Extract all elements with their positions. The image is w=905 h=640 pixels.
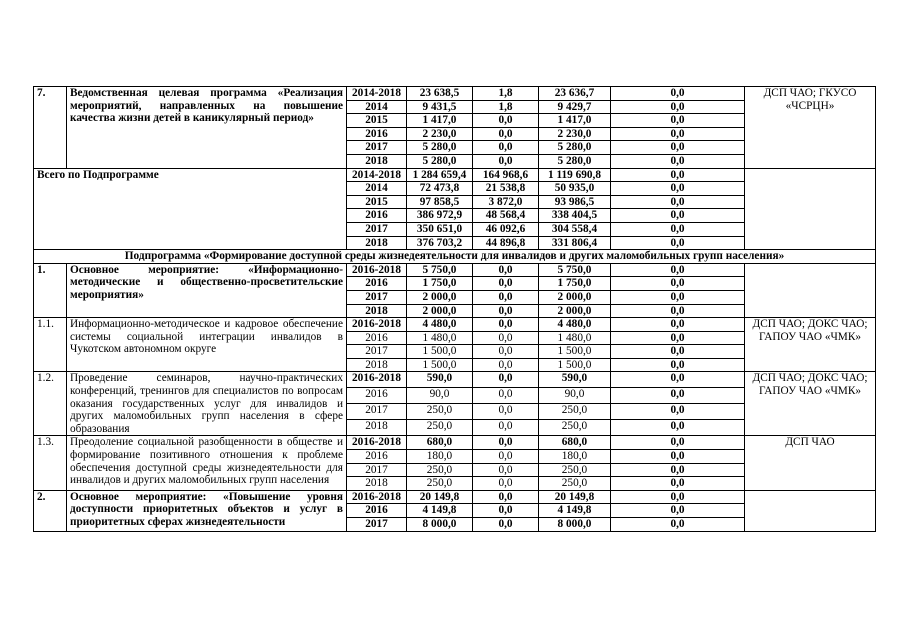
budget-table: [33, 86, 876, 532]
other-cell: 0,0: [611, 463, 745, 477]
other-cell: 0,0: [611, 141, 745, 155]
row-name: Проведение семинаров, научно-практических конференций, тренингов для специалистов по вопросам оказания государственных услуг для инвалидов и других маломобильных групп населения в сфере образования: [67, 372, 347, 436]
federal-cell: 0,0: [473, 141, 539, 155]
total-cell: 2 000,0: [407, 304, 473, 318]
total-cell: 1 750,0: [407, 277, 473, 291]
year-cell: 2014-2018: [347, 168, 407, 182]
row-name: Основное мероприятие: «Информационно-методические и общественно-просветительские мероприятия»: [67, 263, 347, 317]
total-cell: 350 651,0: [407, 222, 473, 236]
other-cell: 0,0: [611, 290, 745, 304]
year-cell: 2017: [347, 463, 407, 477]
federal-cell: 0,0: [473, 114, 539, 128]
other-cell: 0,0: [611, 345, 745, 359]
regional-cell: 1 417,0: [539, 114, 611, 128]
year-cell: 2015: [347, 195, 407, 209]
row-name: Основное мероприятие: «Повышение уровня доступности приоритетных объектов и услуг в приоритетных сферах жизнедеятельности: [67, 490, 347, 531]
other-cell: 0,0: [611, 450, 745, 464]
total-cell: 680,0: [407, 436, 473, 450]
other-cell: 0,0: [611, 318, 745, 332]
total-cell: 90,0: [407, 388, 473, 404]
federal-cell: 48 568,4: [473, 209, 539, 223]
federal-cell: 21 538,8: [473, 182, 539, 196]
regional-cell: 680,0: [539, 436, 611, 450]
table-row: [34, 263, 876, 277]
executor-cell: [745, 168, 876, 250]
year-cell: 2015: [347, 114, 407, 128]
regional-cell: 5 280,0: [539, 154, 611, 168]
executor-cell: [745, 490, 876, 531]
executor-cell: ДСП ЧАО; ДОКС ЧАО; ГАПОУ ЧАО «ЧМК»: [745, 372, 876, 436]
other-cell: 0,0: [611, 388, 745, 404]
total-cell: 250,0: [407, 463, 473, 477]
federal-cell: 0,0: [473, 358, 539, 372]
other-cell: 0,0: [611, 87, 745, 101]
year-cell: 2016-2018: [347, 490, 407, 504]
year-cell: 2016-2018: [347, 436, 407, 450]
other-cell: 0,0: [611, 358, 745, 372]
federal-cell: 0,0: [473, 450, 539, 464]
regional-cell: 2 000,0: [539, 290, 611, 304]
total-cell: 4 149,8: [407, 504, 473, 518]
regional-cell: 9 429,7: [539, 100, 611, 114]
federal-cell: 3 872,0: [473, 195, 539, 209]
total-cell: 5 280,0: [407, 141, 473, 155]
year-cell: 2017: [347, 518, 407, 532]
year-cell: 2016-2018: [347, 318, 407, 332]
other-cell: 0,0: [611, 236, 745, 250]
other-cell: 0,0: [611, 222, 745, 236]
total-cell: 8 000,0: [407, 518, 473, 532]
total-cell: 180,0: [407, 450, 473, 464]
total-cell: 5 280,0: [407, 154, 473, 168]
federal-cell: 0,0: [473, 420, 539, 436]
subprogram-row: [34, 250, 876, 264]
other-cell: 0,0: [611, 154, 745, 168]
total-cell: 1 417,0: [407, 114, 473, 128]
year-cell: 2014-2018: [347, 87, 407, 101]
federal-cell: 1,8: [473, 100, 539, 114]
regional-cell: 8 000,0: [539, 518, 611, 532]
total-cell: 97 858,5: [407, 195, 473, 209]
regional-cell: 180,0: [539, 450, 611, 464]
regional-cell: 250,0: [539, 463, 611, 477]
federal-cell: 0,0: [473, 331, 539, 345]
federal-cell: 0,0: [473, 388, 539, 404]
year-cell: 2016: [347, 277, 407, 291]
federal-cell: 0,0: [473, 404, 539, 420]
total-cell: 250,0: [407, 404, 473, 420]
federal-cell: 0,0: [473, 504, 539, 518]
other-cell: 0,0: [611, 182, 745, 196]
federal-cell: 0,0: [473, 477, 539, 491]
regional-cell: 1 480,0: [539, 331, 611, 345]
other-cell: 0,0: [611, 372, 745, 388]
federal-cell: 1,8: [473, 87, 539, 101]
year-cell: 2017: [347, 141, 407, 155]
year-cell: 2016: [347, 331, 407, 345]
regional-cell: 50 935,0: [539, 182, 611, 196]
other-cell: 0,0: [611, 404, 745, 420]
year-cell: 2016: [347, 127, 407, 141]
total-cell: 5 750,0: [407, 263, 473, 277]
total-cell: 72 473,8: [407, 182, 473, 196]
regional-cell: 23 636,7: [539, 87, 611, 101]
regional-cell: 5 750,0: [539, 263, 611, 277]
year-cell: 2017: [347, 290, 407, 304]
federal-cell: 0,0: [473, 290, 539, 304]
regional-cell: 2 000,0: [539, 304, 611, 318]
subprogram-title: Подпрограмма «Формирование доступной среды жизнедеятельности для инвалидов и других маломобильных групп населения»: [34, 250, 876, 264]
regional-cell: 250,0: [539, 404, 611, 420]
executor-cell: ДСП ЧАО; ГКУСО «ЧСРЦН»: [745, 87, 876, 169]
total-cell: 250,0: [407, 420, 473, 436]
year-cell: 2014: [347, 100, 407, 114]
other-cell: 0,0: [611, 490, 745, 504]
federal-cell: 0,0: [473, 154, 539, 168]
federal-cell: 0,0: [473, 345, 539, 359]
table-row: [34, 87, 876, 101]
total-cell: 2 230,0: [407, 127, 473, 141]
total-cell: 9 431,5: [407, 100, 473, 114]
row-number: 1.1.: [34, 318, 67, 372]
year-cell: 2017: [347, 404, 407, 420]
row-name: Информационно-методическое и кадровое обеспечение системы социальной интеграции инвалидов в Чукотском автономном округе: [67, 318, 347, 372]
total-cell: 376 703,2: [407, 236, 473, 250]
other-cell: 0,0: [611, 477, 745, 491]
total-cell: 23 638,5: [407, 87, 473, 101]
regional-cell: 93 986,5: [539, 195, 611, 209]
regional-cell: 250,0: [539, 420, 611, 436]
federal-cell: 0,0: [473, 304, 539, 318]
year-cell: 2018: [347, 358, 407, 372]
year-cell: 2017: [347, 222, 407, 236]
year-cell: 2016: [347, 450, 407, 464]
table-row: [34, 490, 876, 504]
total-label: Всего по Подпрограмме: [34, 168, 347, 250]
regional-cell: 1 750,0: [539, 277, 611, 291]
federal-cell: 0,0: [473, 518, 539, 532]
table-row: [34, 318, 876, 332]
regional-cell: 4 149,8: [539, 504, 611, 518]
year-cell: 2016: [347, 209, 407, 223]
other-cell: 0,0: [611, 263, 745, 277]
year-cell: 2017: [347, 345, 407, 359]
federal-cell: 0,0: [473, 127, 539, 141]
total-cell: 1 480,0: [407, 331, 473, 345]
federal-cell: 0,0: [473, 318, 539, 332]
federal-cell: 0,0: [473, 490, 539, 504]
total-cell: 250,0: [407, 477, 473, 491]
row-number: 1.3.: [34, 436, 67, 490]
federal-cell: 0,0: [473, 372, 539, 388]
other-cell: 0,0: [611, 195, 745, 209]
federal-cell: 0,0: [473, 463, 539, 477]
regional-cell: 1 500,0: [539, 345, 611, 359]
regional-cell: 90,0: [539, 388, 611, 404]
other-cell: 0,0: [611, 436, 745, 450]
other-cell: 0,0: [611, 504, 745, 518]
table-row: [34, 372, 876, 388]
federal-cell: 44 896,8: [473, 236, 539, 250]
total-cell: 1 284 659,4: [407, 168, 473, 182]
regional-cell: 1 119 690,8: [539, 168, 611, 182]
other-cell: 0,0: [611, 518, 745, 532]
table-row: [34, 436, 876, 450]
regional-cell: 304 558,4: [539, 222, 611, 236]
table-row: [34, 168, 876, 182]
federal-cell: 46 092,6: [473, 222, 539, 236]
row-name: Ведомственная целевая программа «Реализация мероприятий, направленных на повышение качества жизни детей в каникулярный период»: [67, 87, 347, 169]
year-cell: 2018: [347, 477, 407, 491]
other-cell: 0,0: [611, 100, 745, 114]
other-cell: 0,0: [611, 304, 745, 318]
other-cell: 0,0: [611, 114, 745, 128]
other-cell: 0,0: [611, 277, 745, 291]
total-cell: 386 972,9: [407, 209, 473, 223]
regional-cell: 4 480,0: [539, 318, 611, 332]
other-cell: 0,0: [611, 420, 745, 436]
regional-cell: 1 500,0: [539, 358, 611, 372]
year-cell: 2018: [347, 154, 407, 168]
regional-cell: 20 149,8: [539, 490, 611, 504]
executor-cell: ДСП ЧАО: [745, 436, 876, 490]
federal-cell: 0,0: [473, 436, 539, 450]
regional-cell: 590,0: [539, 372, 611, 388]
federal-cell: 0,0: [473, 263, 539, 277]
total-cell: 1 500,0: [407, 345, 473, 359]
year-cell: 2016: [347, 504, 407, 518]
row-number: 1.2.: [34, 372, 67, 436]
row-number: 7.: [34, 87, 67, 169]
row-name: Преодоление социальной разобщенности в обществе и формирование позитивного отношения к проблеме обеспечения доступной среды жизнедеятельности для инвалидов и других маломобильных групп населения: [67, 436, 347, 490]
other-cell: 0,0: [611, 209, 745, 223]
total-cell: 1 500,0: [407, 358, 473, 372]
year-cell: 2016-2018: [347, 263, 407, 277]
row-number: 1.: [34, 263, 67, 317]
other-cell: 0,0: [611, 331, 745, 345]
year-cell: 2018: [347, 304, 407, 318]
total-cell: 20 149,8: [407, 490, 473, 504]
year-cell: 2018: [347, 236, 407, 250]
total-cell: 590,0: [407, 372, 473, 388]
executor-cell: ДСП ЧАО; ДОКС ЧАО; ГАПОУ ЧАО «ЧМК»: [745, 318, 876, 372]
executor-cell: [745, 263, 876, 317]
federal-cell: 0,0: [473, 277, 539, 291]
year-cell: 2014: [347, 182, 407, 196]
regional-cell: 338 404,5: [539, 209, 611, 223]
regional-cell: 2 230,0: [539, 127, 611, 141]
federal-cell: 164 968,6: [473, 168, 539, 182]
total-cell: 4 480,0: [407, 318, 473, 332]
year-cell: 2018: [347, 420, 407, 436]
other-cell: 0,0: [611, 168, 745, 182]
regional-cell: 5 280,0: [539, 141, 611, 155]
other-cell: 0,0: [611, 127, 745, 141]
row-number: 2.: [34, 490, 67, 531]
year-cell: 2016-2018: [347, 372, 407, 388]
total-cell: 2 000,0: [407, 290, 473, 304]
regional-cell: 331 806,4: [539, 236, 611, 250]
year-cell: 2016: [347, 388, 407, 404]
regional-cell: 250,0: [539, 477, 611, 491]
